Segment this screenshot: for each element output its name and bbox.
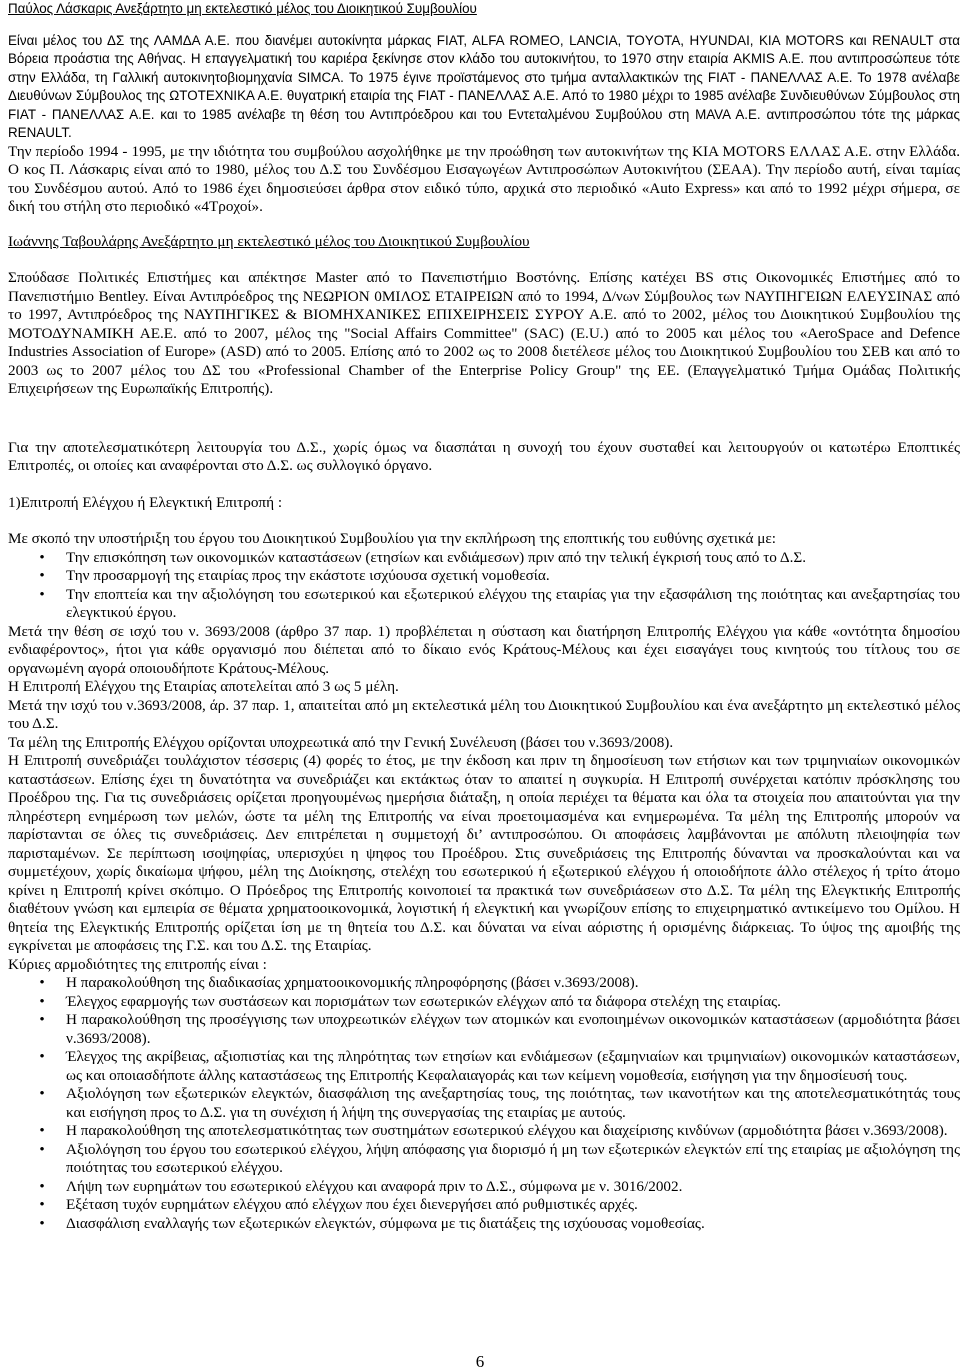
bullet-icon: •: [39, 1122, 45, 1139]
section-heading-laskaris: Παύλος Λάσκαρις Ανεξάρτητο μη εκτελεστικό μέλος του Διοικητικού Συμβουλίου: [8, 1, 477, 16]
list-item: • Εξέταση τυχόν ευρημάτων ελέγχου από ελέγχων που έχει διενεργήσει από ρυθμιστικές αρχές.: [8, 1196, 960, 1215]
list-item: • Λήψη των ευρημάτων του εσωτερικού ελέγχου και αναφορά πριν το Δ.Σ., σύμφωνα με ν. 3016/2002.: [8, 1178, 960, 1197]
list-item: • Έλεγχος εφαρμογής των συστάσεων και πορισμάτων των εσωτερικών ελέγχων από τα διάφορα στελέχη της εταιρίας.: [8, 993, 960, 1012]
committee-purpose: Με σκοπό την υποστήριξη του έργου του Διοικητικού Συμβουλίου για την εκπλήρωση της εποπτικής του ευθύνης σχετικά με:: [8, 530, 776, 547]
nonexec-paragraph: Μετά την ισχύ του ν.3693/2008, άρ. 37 παρ. 1, απαιτείται από μη εκτελεστικά μέλη του Διοικητικού Συμβουλίου και ένα ανεξάρτητο μη εκτελεστικό μέλος του Δ.Σ.: [8, 696, 960, 732]
page-number: 6: [475, 1352, 485, 1371]
appointment-paragraph: Τα μέλη της Επιτροπής Ελέγχου ορίζονται υποχρεωτικά από την Γενική Συνέλευση (βάσει του ν.3693/2008).: [8, 733, 674, 751]
committee-heading: 1)Επιτροπή Ελέγχου ή Ελεγκτική Επιτροπή :: [8, 493, 283, 511]
list-item: • Η παρακολούθηση της αποτελεσματικότητας των συστημάτων εσωτερικού ελέγχου και διαχείρισης κινδύνων (αρμοδιότητα βάσει ν.3693/2008).: [8, 1122, 960, 1141]
bullet-icon: •: [39, 1196, 45, 1213]
bullet-icon: •: [39, 1140, 45, 1158]
law-paragraph: Μετά την θέση σε ισχύ του ν. 3693/2008 (άρθρο 37 παρ. 1) προβλέπεται η σύσταση και διατήρηση Επιτροπής Ελέγχου για κάθε «οντότητα δημοσίου ενδιαφέροντος», ήτοι για κάθε οργανισμό που διέπεται από το δίκαιο ενός Κράτους-Μέλους και έχει εισαγάγει τους κινητούς του τίτλους του σε οργανωμένη αγορά οποιουδήποτε Κράτους-Μέλους.: [8, 622, 960, 677]
list-item: • Την προσαρμογή της εταιρίας προς την εκάστοτε ισχύουσα σχετική νομοθεσία.: [8, 567, 960, 586]
committees-intro: Για την αποτελεσματικότερη λειτουργία του Δ.Σ., χωρίς όμως να διασπάται η συνοχή του έχουν συσταθεί και λειτουργούν οι κατωτέρω Εποπτικές Επιτροπές, οι οποίες και αναφέρονται στο Δ.Σ. ως συλλογικό όργανο.: [8, 438, 960, 474]
bullet-icon: •: [39, 1048, 45, 1065]
list-item: • Την εποπτεία και την αξιολόγηση του εσωτερικού και εξωτερικού ελέγχου της εταιρίας για την εξασφάλιση της ποιότητας και ανεξαρτησίας του ελεγκτικού έργου.: [8, 586, 960, 623]
list-item: • Αξιολόγηση του έργου του εσωτερικού ελέγχου, λήψη απόφασης για διορισμό ή μη των εξωτερικών ελεγκτών επί της εταιρίας με αξιολόγηση της ποιότητας του εσωτερικού ελέγχου.: [8, 1141, 960, 1178]
duties-list: [8, 974, 960, 1233]
bullet-icon: •: [39, 567, 45, 584]
bio-tavoularis: Σπούδασε Πολιτικές Επιστήμες και απέκτησε Master από το Πανεπιστήμιο Βοστόνης. Επίσης κατέχει BS στις Οικονομικές Επιστήμες από το Πανεπιστήμιο Bentley. Είναι Αντιπρόεδρος της ΝΕΩΡΙΟΝ 0ΜΙΛΟΣ ΕΤΑΙΡΕΙΩΝ από το 1994, Δ/νων Σύμβουλος των ΝΑΥΠΗΓΕΙΩΝ ΕΛΕΥΣΙΝΑΣ από το 1997, Αντιπρόεδρος της ΝΑΥΠΗΓΙΚΕΣ & ΒΙΟΜΗΧΑΝΙΚΕΣ ΕΠΙΧΕΙΡΗΣΕΙΣ ΣΥΡΟΥ Α.Ε. από το 2002, μέλος του Διοικητικού Συμβουλίου της ΜΟΤΟΔΥΝΑΜΙΚΗ ΑΕ.Ε. από το 2007, μέλος της "Social Affairs Committee" (SAC) (E.U.) από το 2005 και μέλος του «AeroSpace and Defence Industries Association of Europe» (ASD) από το 2005. Επίσης από το 2002 ως το 2008 διετέλεσε μέλος του Διοικητικού Συμβουλίου του ΣΕΒ και από το 2003 ως το 2007 μέλος του ΔΣ του «Professional Chamber of the Enterprise Policy Group" της ΕΕ. (Επαγγελματικό Τμήμα Ομάδας Πολιτικής Επιχειρήσεων της Ευρωπαϊκής Επιτροπής).: [8, 269, 960, 397]
bullet-icon: •: [39, 585, 45, 603]
section-heading-tavoularis: Ιωάννης Ταβουλάρης Ανεξάρτητο μη εκτελεστικό μέλος του Διοικητικού Συμβουλίου: [8, 232, 530, 250]
purpose-list: [8, 549, 960, 623]
list-item: • Αξιολόγηση των εξωτερικών ελεγκτών, διασφάλιση της ανεξαρτησίας τους, της ποιότητας, των ικανοτήτων και της αποτελεσματικότητάς τους και εισήγηση προς το Δ.Σ. για τη συνέχιση ή λήψη της συνεργασίας της εταιρίας με αυτούς.: [8, 1085, 960, 1122]
bullet-icon: •: [39, 1085, 45, 1102]
bullet-icon: •: [39, 1011, 45, 1028]
bio-laskaris: Είναι μέλος του ΔΣ της ΛΑΜΔΑ Α.Ε. που διανέμει αυτοκίνητα μάρκας FIAT, ALFA ROMEO, LANCIA, TOYOTA, HYUNDAI, KIA MOTORS και RENAULT στα Βόρεια προάστια της Αθήνας. Η επαγγελματική του καριέρα ξεκίνησε στον κλάδο του αυτοκινήτου, το 1970 στην εταιρία AKMIS A.E. που αντιπροσώπευε τότε στην Ελλάδα, τη Γαλλική αυτοκινητοβιομηχανία SIMCA. Το 1975 έγινε προϊστάμενος στο τμήμα ανταλλακτικών της FIAT - ΠΑΝΕΛΛΑΣ Α.Ε. Το 1978 ανέλαβε Διευθύνων Σύμβουλος της ΩΤΟΤΕΧΝΙΚΑ Α.Ε. θυγατρική εταιρία της FIAT - ΠΑΝΕΛΛΑΣ Α.Ε. Από το 1980 μέχρι το 1985 ανέλαβε Συνδιευθύνων Σύμβουλος στη FIAT - ΠΑΝΕΛΛΑΣ Α.Ε. και το 1985 ανέλαβε τη θέση του Αντιπρόεδρου και του Εντεταλμένου Συμβούλου στη MAVA A.E. αντιπροσώπου τότε της μάρκας RENAULT.: [8, 32, 960, 140]
list-item: • Διασφάλιση εναλλαγής των εξωτερικών ελεγκτών, σύμφωνα με τις διατάξεις της ισχύουσας νομοθεσίας.: [8, 1215, 960, 1234]
bio-laskaris-continued: Την περίοδο 1994 - 1995, με την ιδιότητα του συμβούλου ασχολήθηκε με την προώθηση των αυτοκινήτων της KIA MOTORS ΕΛΛΑΣ Α.Ε. στην Ελλάδα. Ο κος Π. Λάσκαρις είναι από το 1980, μέλος του Δ.Σ του Συνδέσμου Εισαγωγέων Αντιπροσώπων Αυτοκινήτου (ΣΕΑΑ). Την περίοδο αυτή, είναι ταμίας του Συνδέσμου αυτού. Από το 1986 έχει δημοσιεύσει άρθρα στον ειδικό τύπο, αρχικά στο περιοδικό «Auto Express» και από το 1992 μέχρι σήμερα, σε δική του στήλη στο περιοδικό «4Τροχοί».: [8, 142, 960, 215]
list-item: • Έλεγχος της ακρίβειας, αξιοπιστίας και της πληρότητας των ετησίων και ενδιάμεσων (εξαμηνιαίων και τριμηνιαίων) οικονομικών καταστάσεων, ως και οποιασδήποτε άλλης καταστάσεως της Επιτροπής Κεφαλαιαγοράς και των κείμενη νομοθεσία, εισήγηση για την δημοσίευσή τους.: [8, 1048, 960, 1085]
bullet-icon: •: [39, 1177, 45, 1195]
duties-heading: Κύριες αρμοδιότητες της επιτροπής είναι :: [8, 955, 267, 973]
bullet-icon: •: [39, 548, 45, 566]
list-item: • Την επισκόπηση των οικονομικών καταστάσεων (ετησίων και ενδιάμεσων) πριν από την τελική έγκρισή τους από το Δ.Σ.: [8, 549, 960, 568]
members-paragraph: Η Επιτροπή Ελέγχου της Εταιρίας αποτελείται από 3 ως 5 μέλη.: [8, 678, 399, 695]
list-item: • Η παρακολούθηση της διαδικασίας χρηματοοικονομικής πληροφόρησης (βάσει ν.3693/2008).: [8, 974, 960, 993]
bullet-icon: •: [39, 974, 45, 991]
bullet-icon: •: [39, 992, 45, 1010]
bullet-icon: •: [39, 1214, 45, 1232]
meetings-paragraph: Η Επιτροπή συνεδριάζει τουλάχιστον τέσσερις (4) φορές το έτος, με την έκδοση και πριν τη δημοσίευση των ετήσιων και των τριμηνιαίων οικονομικών καταστάσεων. Επίσης έχει τη δυνατότητα να συνεδριάζει και εκτάκτως όταν το απαιτεί η συγκυρία. Η Επιτροπή συνέρχεται κατόπιν πρόσκλησης του Προέδρου της. Για τις συνεδριάσεις ορίζεται προηγουμένως ημερήσια διάταξη, η οποία περιέχει τα θέματα και όλα τα στοιχεία που απαιτούνται για την πληρέστερη ενημέρωση των μελών, ώστε τα μέλη της Επιτροπής να είναι προετοιμασμένα και ενημερωμένα. Τα μέλη της Επιτροπής μπορούν να παρίστανται σε όλες τις συνεδριάσεις. Δεν επιτρέπεται η συμμετοχή δι’ αντιπροσώπου. Οι αποφάσεις λαμβάνονται με απόλυτη πλειοψηφία των παρισταμένων. Σε περίπτωση ισοψηφίας, υπερισχύει η ψηφος του Προέδρου. Στις συνεδριάσεις της Επιτροπής δύνανται να προσκαλούνται και να συμμετέχουν, χωρίς δικαίωμα ψήφου, μέλη της Διοίκησης, στελέχη του εσωτερικού ή εξωτερικού ελέγχου ή οποιοδήποτε άλλο στέλεχος ή τρίτο άτομο κρίνει η Επιτροπή κρίνει σκόπιμο. Ο Πρόεδρος της Επιτροπής κοινοποιεί τα πρακτικά των συνεδριάσεων στο Δ.Σ. Τα μέλη της Ελεγκτικής Επιτροπής διαθέτουν γνώση και εμπειρία σε θέματα χρηματοοικονομικά, λογιστική ή ελεγκτική και γνωρίζουν επίσης το επιχειρηματικό αντικείμενο του Ομίλου. Η θητεία της Ελεγκτικής Επιτροπής ορίζεται ίση με τη θητεία του Δ.Σ. και δύναται να είναι αόριστης ή ορισμένης διάρκειας. Το ύψος της αμοιβής της εγκρίνεται με αποφάσεις της Γ.Σ. και του Δ.Σ. της Εταιρίας.: [8, 752, 960, 954]
list-item: • Η παρακολούθηση της προσέγγισης των υποχρεωτικών ελέγχων των ατομικών και ενοποιημένων οικονομικών καταστάσεων (αρμοδιότητα βάσει ν.3693/2008).: [8, 1011, 960, 1048]
